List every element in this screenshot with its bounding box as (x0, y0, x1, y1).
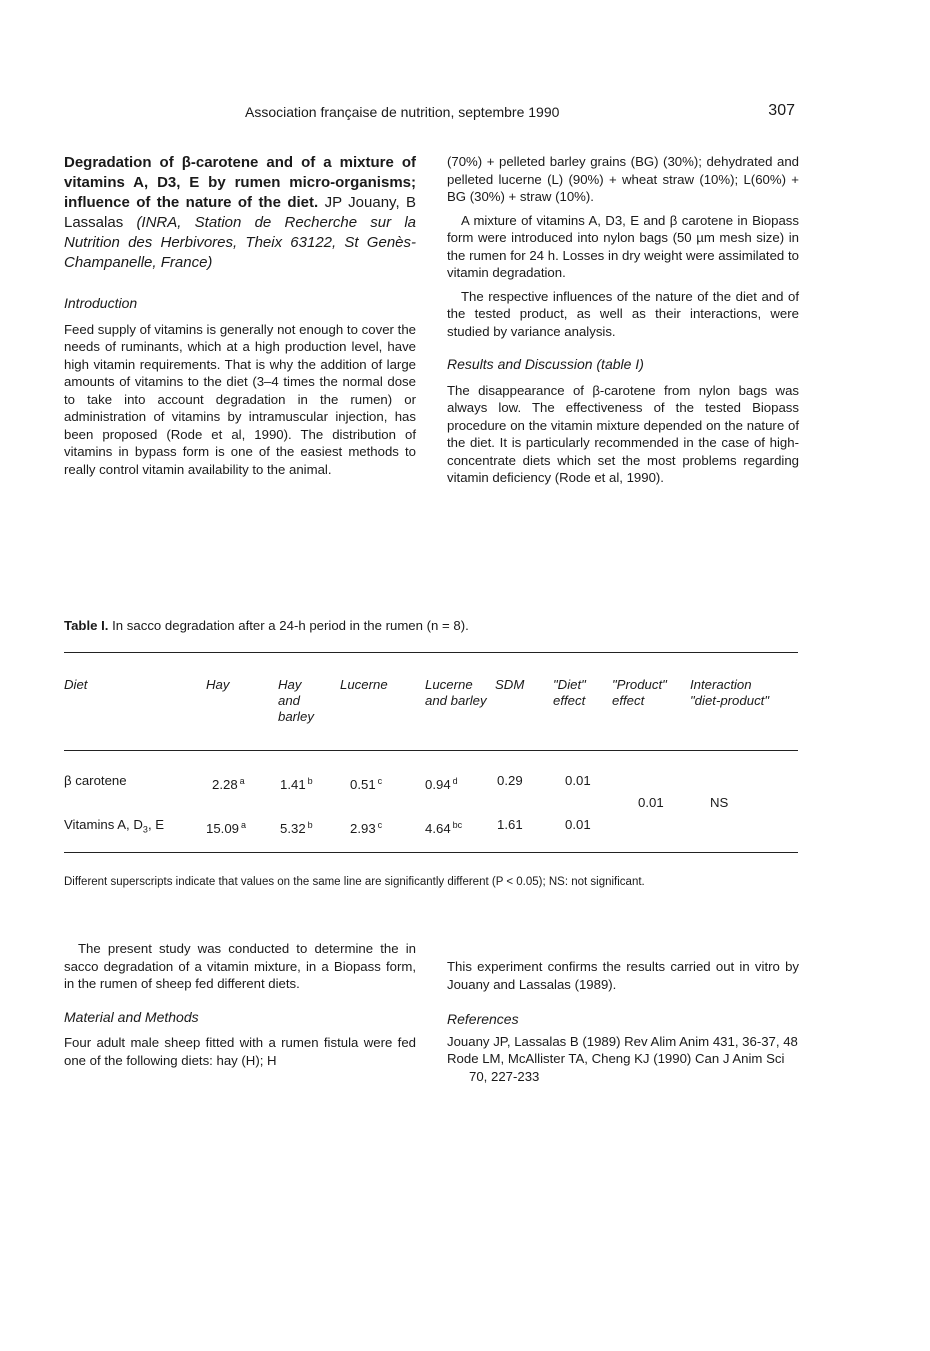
results-paragraph: The disappearance of β-carotene from nylon bags was always low. The effectiveness of the tested Biopass procedure on the vitamin mixture depended on the nature of the diet. It is particularly recommended in the case of high-concentrate diets which set the most problems regarding vitamin deficiency (Rode et al, 1990). (447, 382, 799, 485)
cell-hay: 15.09 $^a$ (206, 820, 247, 836)
cell-product-effect: 0.01 (638, 795, 664, 810)
reference-item: Rode LM, McAllister TA, Cheng KJ (1990) Can J Anim Sci 70, 227-233 (447, 1051, 785, 1084)
table-top-rule (64, 652, 798, 653)
col-header-product-effect: "Product" effect (612, 677, 667, 708)
page-number: 307 (768, 102, 795, 119)
introduction-heading: Introduction (64, 295, 138, 311)
cell-sdm: 0.29 (497, 773, 523, 788)
table-caption (64, 618, 469, 633)
methods-heading: Material and Methods (64, 1008, 199, 1025)
diet-list-paragraph: (70%) + pelleted barley grains (BG) (30%); dehydrated and pelleted lucerne (L) (90%) + wheat straw (10%); L(60%) + BG (30%) + straw (10%). (447, 154, 799, 204)
table-bottom-rule (64, 852, 798, 853)
results-heading: Results and Discussion (table I) (447, 356, 644, 372)
row-label: β carotene (64, 773, 127, 788)
col-header-diet: Diet (64, 677, 88, 692)
row-label: Vitamins A, $D_3$, E (64, 817, 165, 835)
cell-hay: 2.28 $^a$ (212, 776, 245, 792)
cell-lucerne-barley: 0.94 $^d$ (425, 776, 458, 792)
left-column-top (64, 153, 416, 484)
journal-title: Association française de nutrition, septembre 1990 (245, 104, 560, 120)
table-label: Table I. (64, 618, 109, 633)
cell-diet-effect: 0.01 (565, 817, 591, 832)
col-header-hay: Hay (206, 677, 230, 692)
article-authors: JP Jouany, B Lassalas (64, 194, 417, 231)
col-header-lucerne-barley: Lucerne and barley (425, 677, 487, 708)
col-header-diet-effect: "Diet" effect (553, 677, 586, 708)
procedure-paragraph: A mixture of vitamins A, D3, E and β carotene in Biopass form were introduced into nylon bags (50 µm mesh size) in the rumen for 24 h. Losses in dry weight were assimilated to vitamin degradation. (447, 212, 799, 280)
article-title: Degradation of β-carotene and of a mixture of vitamins A, D3, E by rumen micro-organisms; influence of the nature of the diet. (64, 154, 416, 211)
left-column-bottom (64, 940, 416, 1075)
col-header-interaction: Interaction "diet-product" (690, 677, 770, 708)
cell-hay-barley: 5.32 $^b$ (280, 820, 313, 836)
references-heading: References (447, 1011, 519, 1027)
cell-sdm: 1.61 (497, 817, 523, 832)
col-header-hay-barley: Hay and barley (278, 677, 314, 724)
reference-item: Jouany JP, Lassalas B (1989) Rev Alim Anim 431, 36-37, 48 (447, 1033, 798, 1049)
article-affiliation: (INRA, Station de Recherche sur la Nutrition des Herbivores, Theix 63122, St Genès-Champanelle, France) (64, 214, 416, 271)
cell-lucerne: 0.51 $^c$ (350, 776, 383, 792)
methods-paragraph: Four adult male sheep fitted with a rumen fistula were fed one of the following diets: hay (H); H (64, 1035, 416, 1068)
table-footnote: Different superscripts indicate that values on the same line are significantly different (P < 0.05); NS: not significant. (64, 876, 645, 888)
study-paragraph: The present study was conducted to determine the in sacco degradation of a vitamin mixture, in a Biopass form, in the rumen of sheep fed different diets. (64, 941, 416, 991)
right-column-bottom (447, 958, 799, 1085)
col-header-sdm: SDM (495, 677, 525, 692)
conclusion-paragraph: This experiment confirms the results carried out in vitro by Jouany and Lassalas (1989). (447, 959, 799, 992)
cell-interaction: NS (710, 795, 729, 810)
cell-lucerne-barley: 4.64 $^{bc}$ (425, 820, 463, 836)
table-header-rule (64, 750, 798, 751)
analysis-paragraph: The respective influences of the nature of the diet and of the tested product, as well as their interactions, were studied by variance analysis. (447, 288, 799, 339)
cell-diet-effect: 0.01 (565, 773, 591, 788)
right-column-top (447, 153, 799, 493)
references-list (447, 1033, 799, 1086)
table-caption-text: In sacco degradation after a 24-h period in the rumen (n = 8). (112, 618, 469, 633)
article-header (64, 153, 416, 273)
cell-lucerne: 2.93 $^c$ (350, 820, 383, 836)
cell-hay-barley: 1.41 $^b$ (280, 776, 313, 792)
introduction-paragraph: Feed supply of vitamins is generally not enough to cover the needs of ruminants, which at a high production level, have high vitamin requirements. That is why the addition of large amounts of vitamins to the diet (3–4 times the normal dose to take into account degradation in the rumen) or administration of vitamins by intramuscular injection, has been proposed (Rode et al, 1990). The distribution of vitamins in bypass form is one of the easiest methods to really control vitamin availability to the animal. (64, 321, 416, 477)
col-header-lucerne: Lucerne (340, 677, 388, 692)
